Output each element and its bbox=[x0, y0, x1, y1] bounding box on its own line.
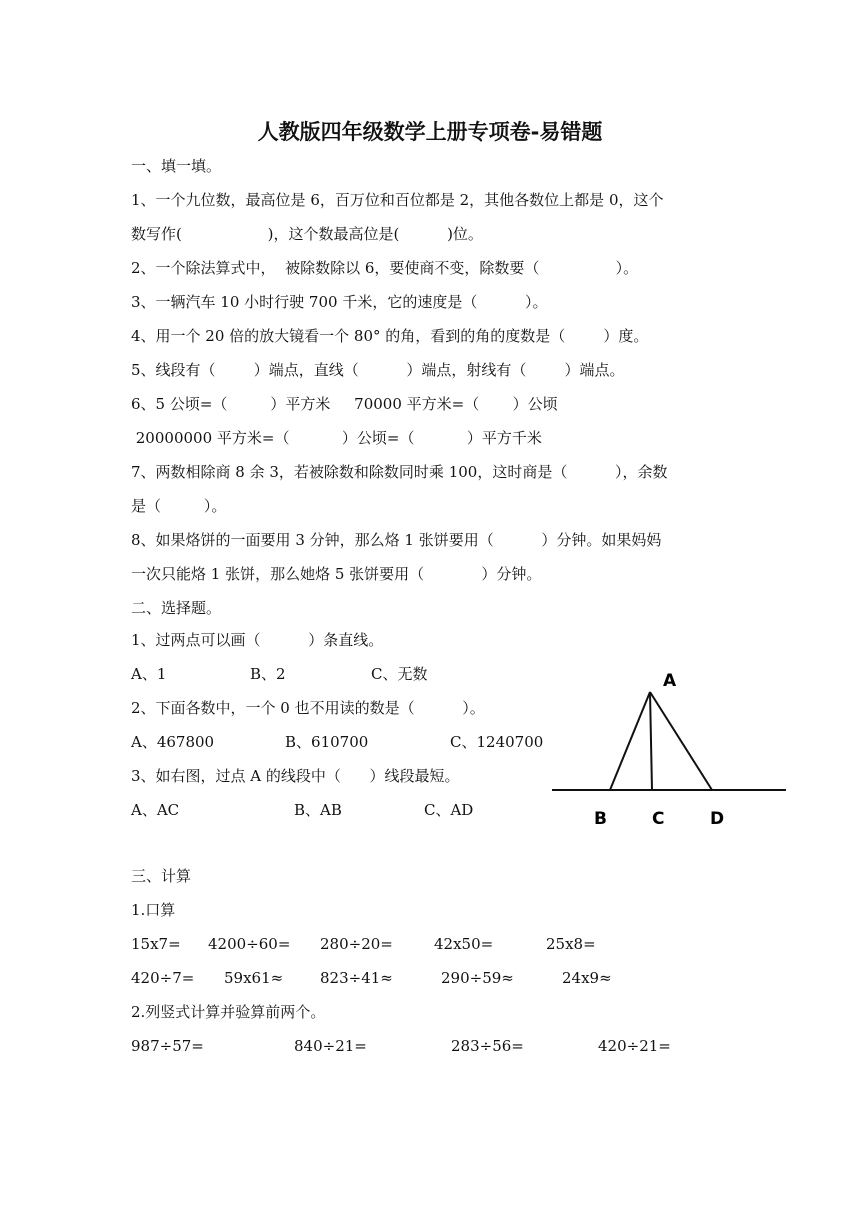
choice-question-3: 3、如右图，过点 A 的线段中（ ）线段最短。 bbox=[131, 767, 460, 785]
choice-question-2: 2、下面各数中，一个 0 也不用读的数是（ ）。 bbox=[131, 699, 485, 717]
section-heading-calc: 三、计算 bbox=[131, 867, 192, 885]
fill-question-7-line-1: 7、两数相除商 8 余 3，若被除数和除数同时乘 100，这时商是（ ），余数 bbox=[131, 463, 668, 481]
fill-question-8-line-1: 8、如果烙饼的一面要用 3 分钟，那么烙 1 张饼要用（ ）分钟。如果妈妈 bbox=[131, 531, 662, 549]
choice-1-option-a: A、1 bbox=[131, 665, 167, 683]
fill-question-5: 5、线段有（ ）端点，直线（ ）端点，射线有（ ）端点。 bbox=[131, 361, 625, 379]
geometry-figure bbox=[548, 662, 792, 834]
page-title: 人教版四年级数学上册专项卷-易错题 bbox=[257, 120, 603, 144]
choice-2-option-a: A、467800 bbox=[131, 733, 215, 751]
oral-calc-item: 24x9≈ bbox=[562, 969, 612, 987]
point-c-label: C bbox=[652, 809, 665, 829]
oral-calc-item: 823÷41≈ bbox=[320, 969, 393, 987]
choice-1-option-c: C、无数 bbox=[371, 665, 428, 683]
oral-calc-item: 25x8= bbox=[546, 935, 596, 953]
vertical-calc-item: 987÷57= bbox=[131, 1037, 204, 1055]
choice-question-1: 1、过两点可以画（ ）条直线。 bbox=[131, 631, 384, 649]
oral-calc-title: 1.口算 bbox=[131, 901, 176, 919]
vertical-calc-item: 283÷56= bbox=[451, 1037, 524, 1055]
segment-ab bbox=[610, 692, 650, 790]
point-a-label: A bbox=[663, 671, 677, 691]
vertical-calc-item: 840÷21= bbox=[294, 1037, 367, 1055]
oral-calc-item: 59x61≈ bbox=[224, 969, 284, 987]
fill-question-4: 4、用一个 20 倍的放大镜看一个 80° 的角，看到的角的度数是（ ）度。 bbox=[131, 327, 649, 345]
vertical-calc-item: 420÷21= bbox=[598, 1037, 671, 1055]
vertical-calc-title: 2.列竖式计算并验算前两个。 bbox=[131, 1003, 326, 1021]
fill-question-6-line-1: 6、5 公顷=（ ）平方米 70000 平方米=（ ）公顷 bbox=[131, 395, 558, 413]
fill-question-7-line-2: 是（ ）。 bbox=[131, 497, 227, 515]
section-heading-fill: 一、填一填。 bbox=[131, 157, 222, 175]
oral-calc-item: 4200÷60= bbox=[208, 935, 291, 953]
choice-2-option-c: C、1240700 bbox=[450, 733, 544, 751]
choice-1-option-b: B、2 bbox=[250, 665, 286, 683]
segment-ac bbox=[650, 692, 652, 790]
fill-question-8-line-2: 一次只能烙 1 张饼，那么她烙 5 张饼要用（ ）分钟。 bbox=[131, 565, 542, 583]
fill-question-3: 3、一辆汽车 10 小时行驶 700 千米，它的速度是（ ）。 bbox=[131, 293, 548, 311]
segment-ad bbox=[650, 692, 712, 790]
oral-calc-item: 15x7= bbox=[131, 935, 181, 953]
choice-2-option-b: B、610700 bbox=[285, 733, 369, 751]
point-d-label: D bbox=[710, 809, 725, 829]
oral-calc-item: 280÷20= bbox=[320, 935, 393, 953]
choice-3-option-c: C、AD bbox=[424, 801, 474, 819]
section-heading-choice: 二、选择题。 bbox=[131, 599, 222, 617]
fill-question-1-line-1: 1、一个九位数，最高位是 6，百万位和百位都是 2，其他各数位上都是 0，这个 bbox=[131, 191, 664, 209]
choice-3-option-a: A、AC bbox=[131, 801, 180, 819]
fill-question-1-line-2: 数写作( )，这个数最高位是( )位。 bbox=[131, 225, 483, 243]
point-b-label: B bbox=[594, 809, 607, 829]
fill-question-2: 2、一个除法算式中， 被除数除以 6，要使商不变，除数要（ ）。 bbox=[131, 259, 639, 277]
oral-calc-item: 290÷59≈ bbox=[441, 969, 514, 987]
fill-question-6-line-2: 20000000 平方米=（ ）公顷=（ ）平方千米 bbox=[131, 429, 542, 447]
choice-3-option-b: B、AB bbox=[294, 801, 342, 819]
oral-calc-item: 420÷7= bbox=[131, 969, 195, 987]
oral-calc-item: 42x50= bbox=[434, 935, 494, 953]
